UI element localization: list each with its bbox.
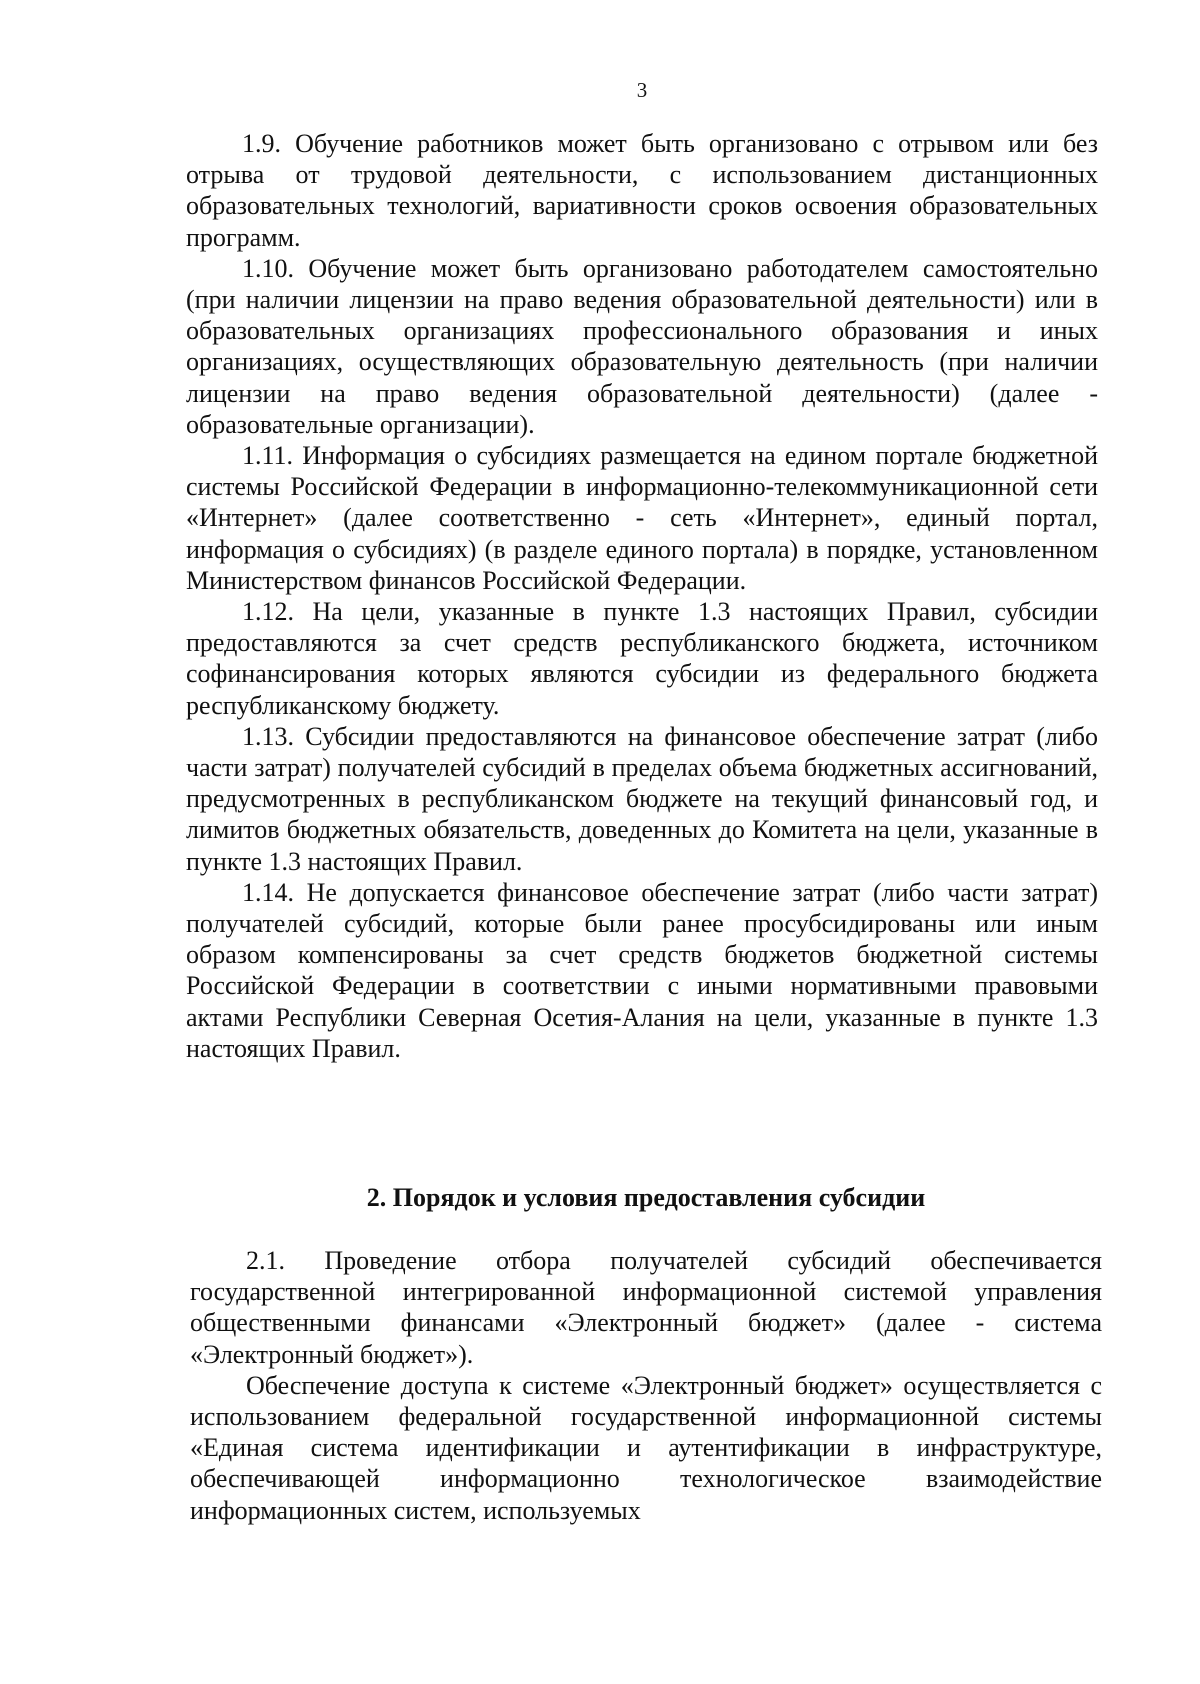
page-number: 3 [636, 78, 648, 102]
section-heading: 2. Порядок и условия предоставления субсидии [366, 1183, 926, 1212]
paragraph-1-12: 1.12. На цели, указанные в пункте 1.3 настоящих Правил, субсидии предоставляются за счет средств республиканского бюджета, источником софинансирования которых являются субсидии из федерального бюджета республиканскому бюджету. [186, 597, 1098, 720]
paragraph-2-1-access: Обеспечение доступа к системе «Электронный бюджет» осуществляется с использованием федеральной государственной информационной системы «Единая система идентификации и аутентификации в инфраструктуре, обеспечивающей информационно технологическое взаимодействие информационных систем, используемых [190, 1370, 1102, 1525]
paragraph-1-14: 1.14. Не допускается финансовое обеспечение затрат (либо части затрат) получателей субсидий, которые были ранее просубсидированы или иным образом компенсированы за счет средств бюджетов бюджетной системы Российской Федерации в соответствии с иными нормативными правовыми актами Республики Северная Осетия-Алания на цели, указанные в пункте 1.3 настоящих Правил. [186, 877, 1098, 1063]
paragraph-1-9: 1.9. Обучение работников может быть организовано с отрывом или без отрыва от трудовой деятельности, с использованием дистанционных образовательных технологий, вариативности сроков освоения образовательных программ. [186, 129, 1098, 252]
paragraph-1-11: 1.11. Информация о субсидиях размещается на едином портале бюджетной системы Российской Федерации в информационно-телекоммуникационной сети «Интернет» (далее соответственно - сеть «Интернет», единый портал, информация о субсидиях) (в разделе единого портала) в порядке, установленном Министерством финансов Российской Федерации. [186, 441, 1098, 595]
paragraph-1-10: 1.10. Обучение может быть организовано работодателем самостоятельно (при наличии лицензии на право ведения образовательной деятельности) или в образовательных организациях профессионального образования и иных организациях, осуществляющих образовательную деятельность (при наличии лицензии на право ведения образовательной деятельности) (далее - образовательные организации). [186, 253, 1098, 439]
text-block-part1 [186, 128, 1098, 1064]
text-block-part2 [190, 1245, 1102, 1526]
paragraph-2-1: 2.1. Проведение отбора получателей субсидий обеспечивается государственной интегрированной информационной системой управления общественными финансами «Электронный бюджет» (далее - система «Электронный бюджет»). [190, 1246, 1102, 1369]
paragraph-1-13: 1.13. Субсидии предоставляются на финансовое обеспечение затрат (либо части затрат) получателей субсидий в пределах объема бюджетных ассигнований, предусмотренных в республиканском бюджете на текущий финансовый год, и лимитов бюджетных обязательств, доведенных до Комитета на цели, указанные в пункте 1.3 настоящих Правил. [186, 721, 1098, 876]
